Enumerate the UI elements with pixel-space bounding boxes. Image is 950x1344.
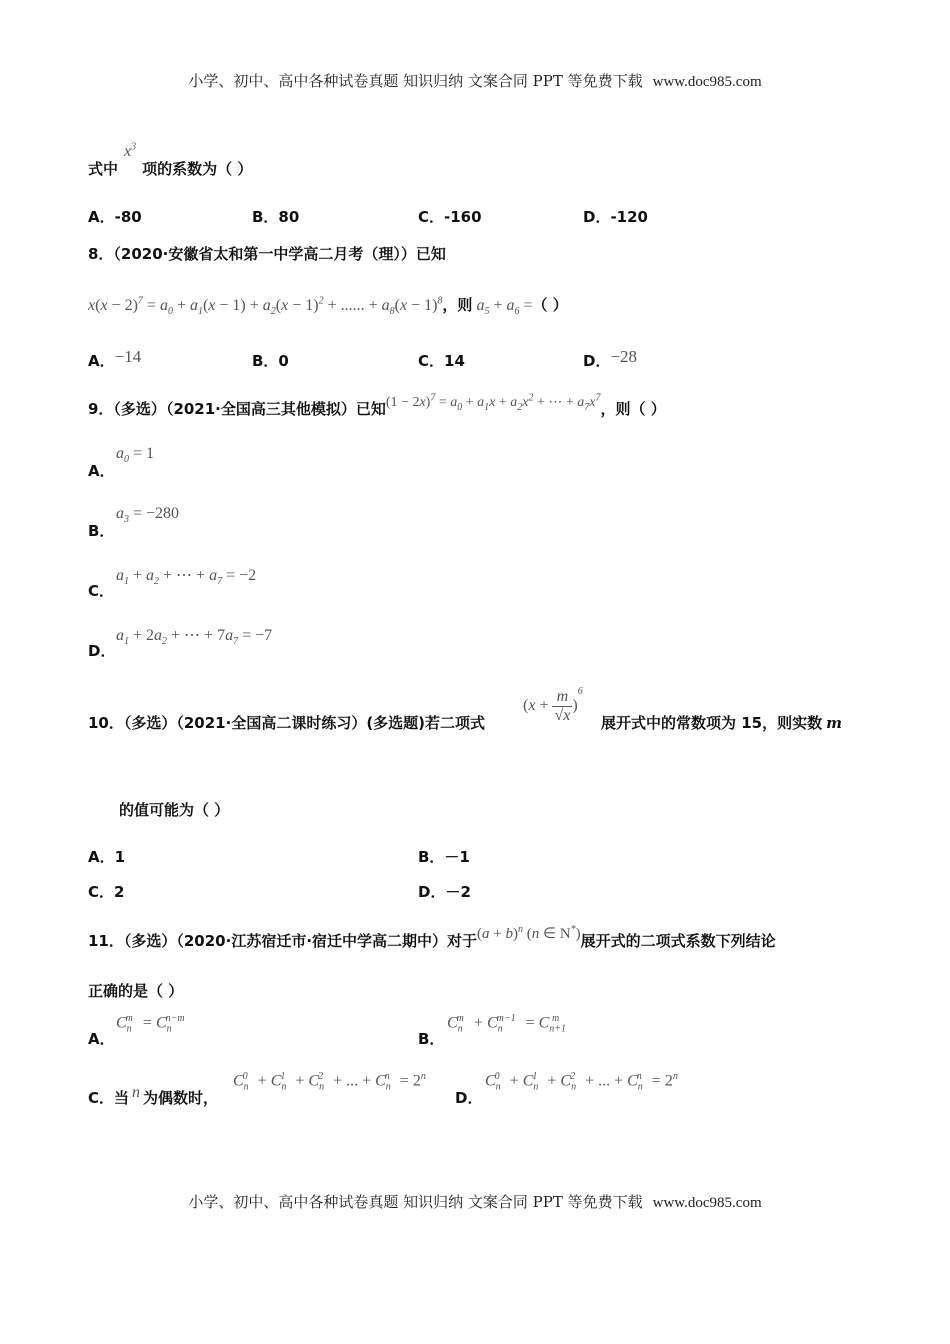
footer-url[interactable]: www.doc985.com — [652, 1195, 762, 1211]
q11-option-a-formula[interactable]: $C_n^m = C_n^{n-m}$ — [116, 1013, 185, 1035]
q10-fraction: $\frac{m}{√x}$ — [554, 688, 571, 724]
q9-title: 9．（多选）（2021·全国高三其他模拟）已知 — [88, 400, 386, 418]
q9-tail: ，则（ ） — [600, 400, 666, 418]
q9-option-b-value: −280 — [146, 505, 180, 522]
q7-option-b[interactable]: B．80 — [252, 208, 300, 226]
page-header — [0, 70, 950, 91]
q8-expansion-formula: $x(x - 2)^7 = a_0 + a_1(x - 1) + a_2(x - 1)^2$ + ...... + $a_8(x - 1)^8$ — [88, 295, 443, 318]
q10-option-b[interactable]: B．－1 — [418, 848, 470, 866]
q8-formula-line — [88, 294, 568, 317]
q11-line2: 正确的是（ ） — [88, 982, 184, 1000]
q9-option-c-value: −2 — [239, 567, 257, 584]
q11-option-c-pre: C．当 — [88, 1089, 130, 1107]
q9-option-d-formula[interactable]: $a_1 + 2a_2$ + ⋯ + $7a_7 = -7$ — [116, 627, 273, 648]
header-text: 小学、初中、高中各种试卷真题 知识归纳 文案合同 PPT 等免费下载 — [188, 72, 643, 90]
header-url[interactable]: www.doc985.com — [652, 74, 762, 90]
q11-option-b-label[interactable]: B． — [418, 1030, 445, 1048]
q7-x3-formula: $x^3$ — [124, 141, 137, 160]
q8-tail: ，则 — [442, 296, 473, 314]
q10-title: 10．（多选）（2021·全国高二课时练习）(多选题)若二项式 — [88, 714, 486, 732]
q9-option-d-value: −7 — [255, 627, 273, 644]
q10-option-d[interactable]: D．－2 — [418, 883, 471, 901]
q7-option-c[interactable]: C．-160 — [418, 208, 482, 226]
q8-title: 8．（2020·安徽省太和第一中学高二月考（理））已知 — [88, 245, 446, 263]
q11-option-b-formula[interactable]: $C_n^m + C_n^{m-1} = C_{n+1}^m$ — [447, 1013, 567, 1035]
q11-tail: 展开式的二项式系数下列结论 — [580, 932, 776, 950]
q7-option-a[interactable]: A．-80 — [88, 208, 142, 226]
page-footer — [0, 1191, 950, 1212]
q8-option-d-label: D． — [583, 352, 611, 370]
q8-option-a-value: −14 — [114, 347, 142, 366]
q8-option-a[interactable] — [88, 347, 142, 371]
q11-stem — [88, 924, 776, 951]
q10-option-c[interactable]: C．2 — [88, 883, 125, 901]
q9-option-a-formula[interactable]: $a_0 = 1$ — [116, 445, 155, 466]
q9-option-b-label[interactable]: B． — [88, 522, 115, 540]
q7-prefix: 式中 — [88, 160, 119, 178]
q11-option-c-n: n — [132, 1084, 141, 1101]
q10-binomial-formula: (x + $\frac{m}{√x}$ )$^6$ — [523, 685, 583, 724]
q10-line2: 的值可能为（ ） — [119, 801, 230, 819]
q9-stem — [88, 392, 666, 421]
q10-option-a[interactable]: A．1 — [88, 848, 126, 866]
q9-option-c-formula[interactable]: $a_1 + a_2$ + ⋯ + $a_7 = -2$ — [116, 567, 257, 588]
q11-option-d-label[interactable]: D． — [455, 1089, 483, 1107]
q10-variable-m: m — [826, 714, 842, 732]
q9-option-c-label[interactable]: C． — [88, 582, 115, 600]
q8-option-c[interactable]: C．14 — [418, 352, 465, 370]
q10-tail: 展开式中的常数项为 15，则实数 — [601, 714, 823, 732]
q10-tail-line — [601, 712, 842, 733]
q7-stem — [88, 141, 253, 179]
q11-option-d-formula[interactable]: $C_n^0 + C_n^1 + C_n^2$ + ... + $C_n^n = 2^n$ — [485, 1071, 678, 1093]
q8-target-formula: $a_5 + a_6$ = — [476, 297, 533, 318]
q11-option-c-post: 为偶数时， — [143, 1089, 219, 1107]
q8-option-b[interactable]: B．0 — [252, 352, 289, 370]
q8-option-d[interactable] — [583, 347, 638, 371]
q11-binomial-formula: $(a + b)^n$ (n ∈ N*) — [477, 924, 581, 942]
q9-option-a-label[interactable]: A． — [88, 462, 115, 480]
q11-option-c[interactable] — [88, 1084, 219, 1108]
q8-option-d-value: −28 — [610, 347, 638, 366]
q7-option-d[interactable]: D．-120 — [583, 208, 648, 226]
q11-option-a-label[interactable]: A． — [88, 1030, 115, 1048]
q11-title: 11．（多选）（2020·江苏宿迁市·宿迁中学高二期中）对于 — [88, 932, 478, 950]
q9-option-b-formula[interactable]: $a_3 = -280$ — [116, 505, 180, 526]
footer-text: 小学、初中、高中各种试卷真题 知识归纳 文案合同 PPT 等免费下载 — [188, 1193, 643, 1211]
q9-option-d-label[interactable]: D． — [88, 642, 116, 660]
q7-suffix: 项的系数为（ ） — [142, 160, 253, 178]
q11-option-c-formula: $C_n^0 + C_n^1 + C_n^2$ + ... + $C_n^n = 2^n$ — [233, 1071, 426, 1093]
q8-option-a-label: A． — [88, 352, 115, 370]
q9-expansion-formula: $(1 - 2x)^7 = a_0 + a_1x + a_2x^2$ + ⋯ + $a_7x^7$ — [385, 392, 601, 413]
q8-paren: （ ） — [532, 296, 568, 314]
